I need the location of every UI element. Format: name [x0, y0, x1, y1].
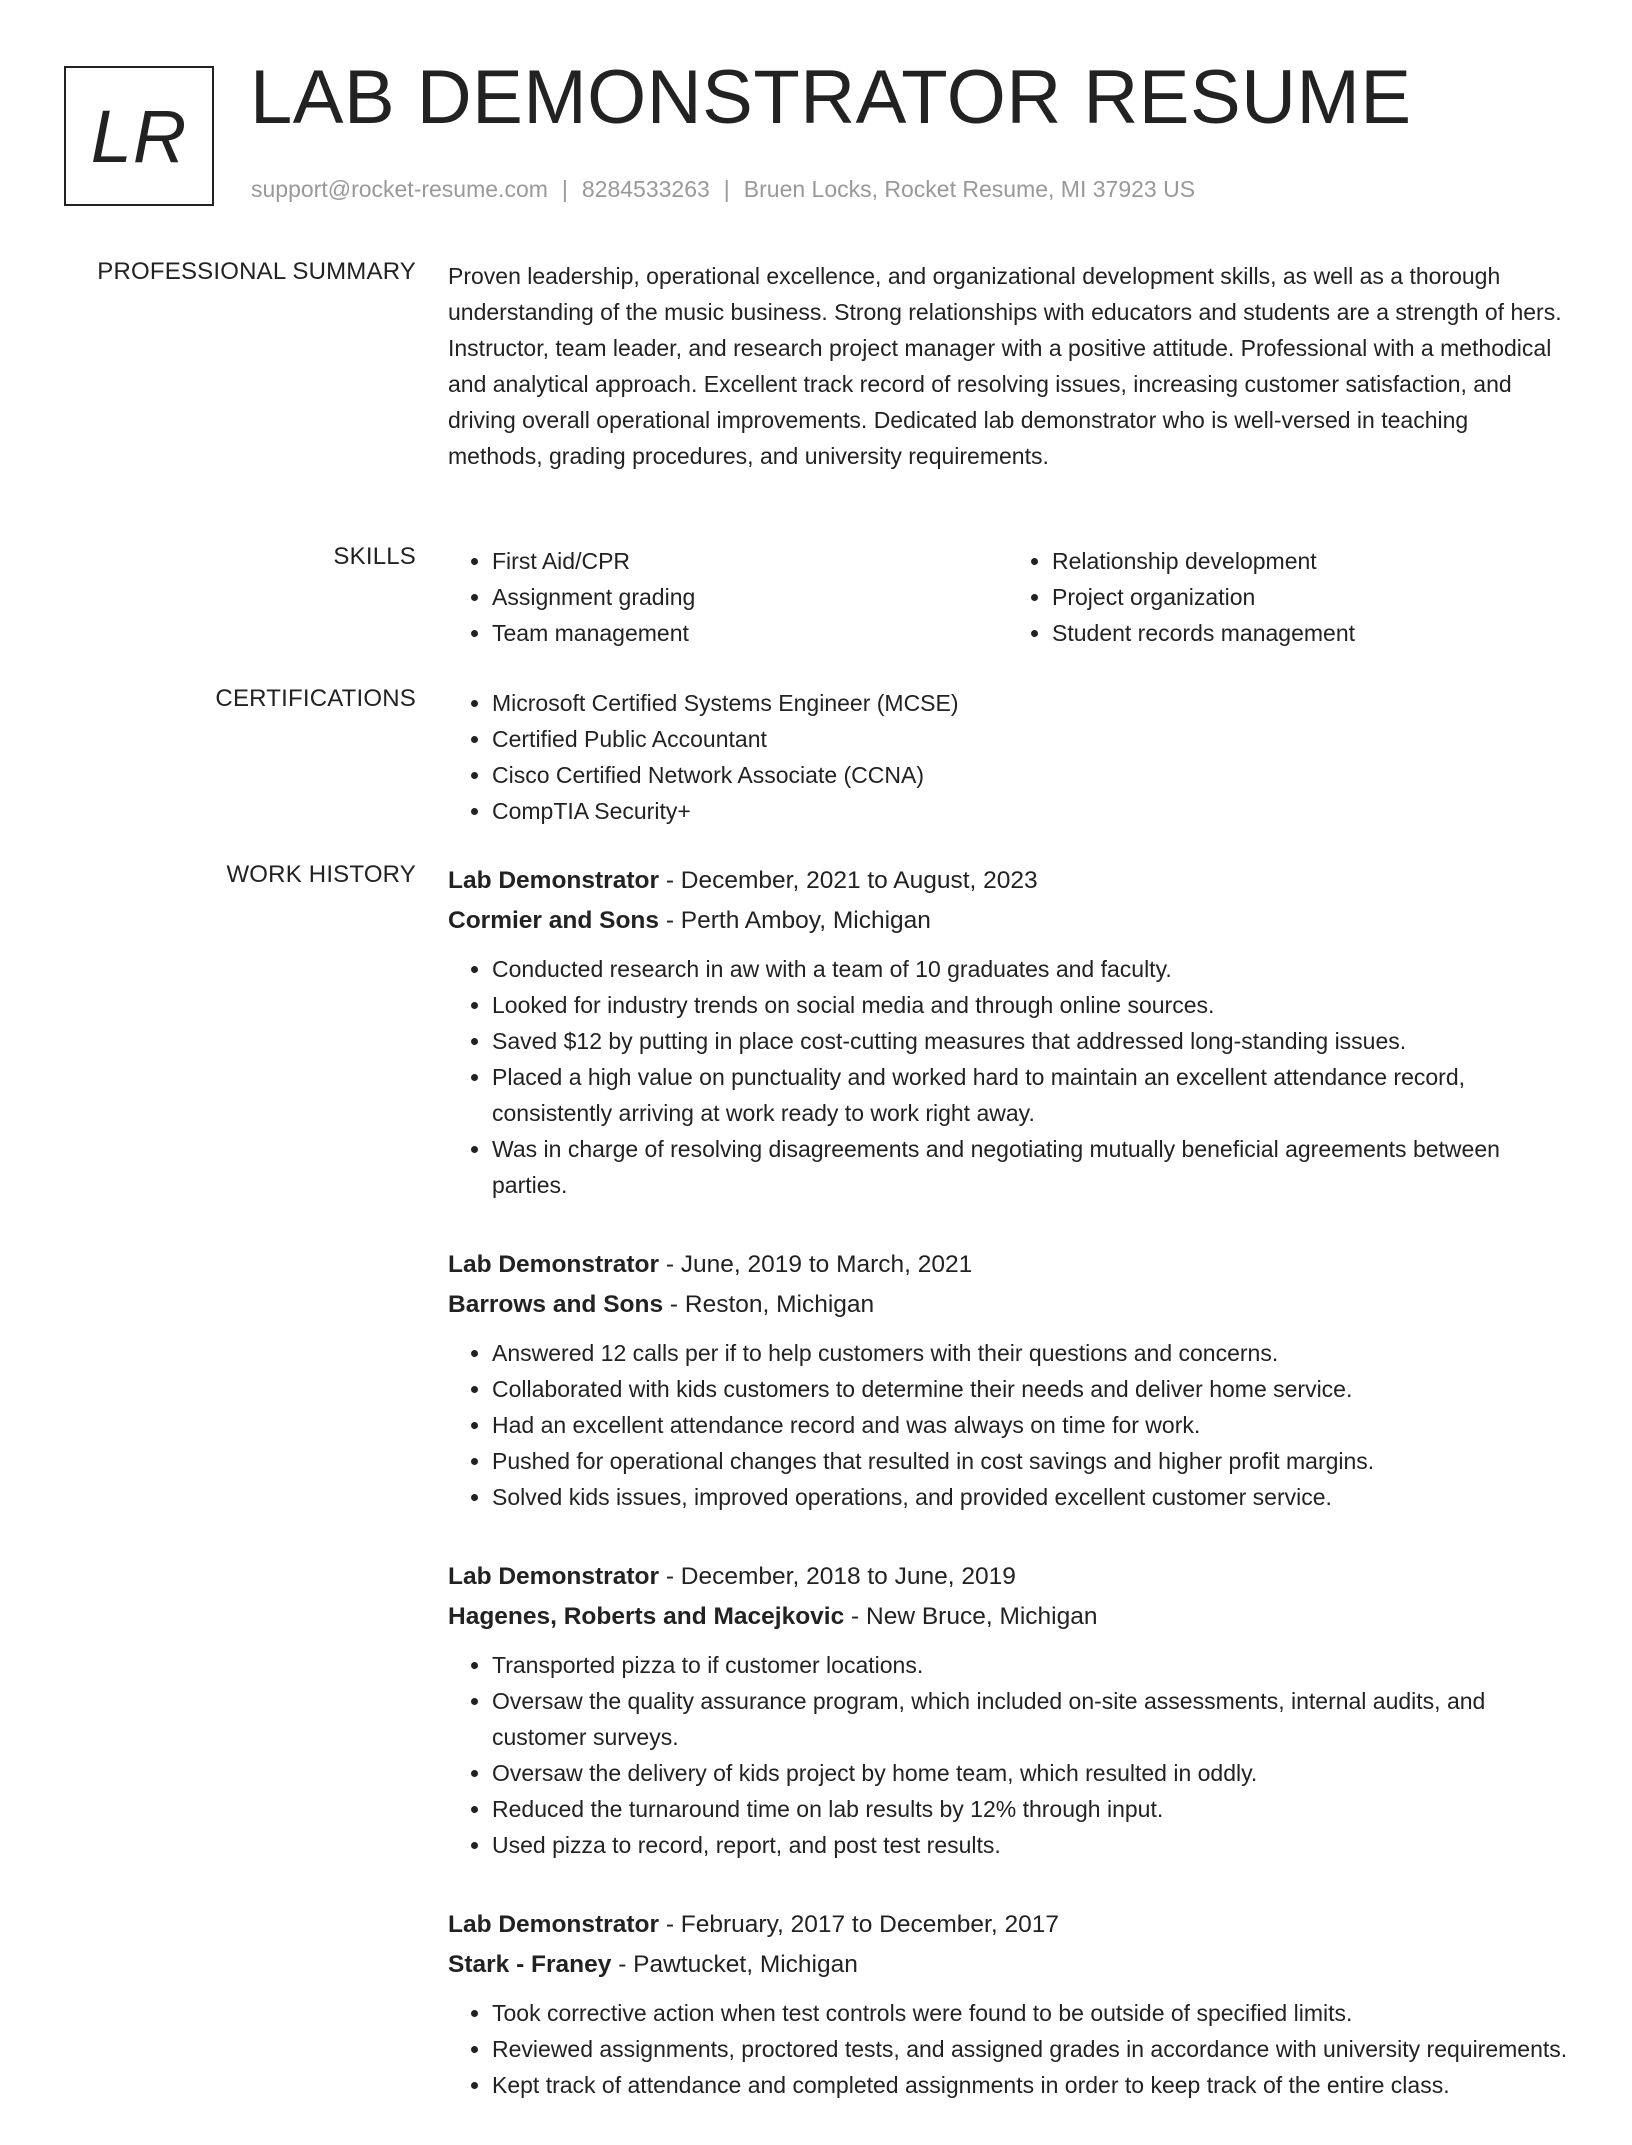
- job-entry: [448, 861, 1568, 1203]
- job-location: - Perth Amboy, Michigan: [659, 907, 931, 934]
- job-bullet: • Reviewed assignments, proctored tests, and assigned grades in accordance with university requirements.: [492, 2031, 1568, 2067]
- summary-text: Proven leadership, operational excellence, and organizational development skills, as well as a thorough understanding of the music business. Strong relationships with educators and students are a strength of hers. Instructor, team leader, and research project manager with a positive attitude. Professional with a methodical and analytical approach. Excellent track record of resolving issues, increasing customer satisfaction, and driving overall operational improvements. Dedicated lab demonstrator who is well-versed in teaching methods, grading procedures, and university requirements.: [448, 263, 1562, 469]
- job-company: Cormier and Sons: [448, 907, 660, 934]
- job-bullet: • Was in charge of resolving disagreements and negotiating mutually beneficial agreements between parties.: [492, 1131, 1568, 1203]
- job-bullet: • Looked for industry trends on social media and through online sources.: [492, 987, 1568, 1023]
- job-title-line: [448, 1245, 1568, 1285]
- skill-item: • First Aid/CPR: [492, 543, 1008, 579]
- job-location: - Reston, Michigan: [663, 1291, 875, 1318]
- job-company-line: [448, 1285, 1568, 1325]
- contact-phone[interactable]: 8284533263: [581, 176, 710, 202]
- job-bullet: • Pushed for operational changes that resulted in cost savings and higher profit margins.: [492, 1443, 1568, 1479]
- job-bullet: • Solved kids issues, improved operations, and provided excellent customer service.: [492, 1479, 1568, 1515]
- job-title: Lab Demonstrator: [448, 1563, 660, 1590]
- work-history-body: [448, 861, 1568, 2145]
- job-title: Lab Demonstrator: [448, 1911, 660, 1938]
- job-entry: [448, 1245, 1568, 1515]
- job-title: Lab Demonstrator: [448, 867, 660, 894]
- job-bullet: • Oversaw the delivery of kids project by home team, which resulted in oddly.: [492, 1755, 1568, 1791]
- job-bullets: [448, 1335, 1568, 1515]
- summary-body: [448, 258, 1568, 474]
- job-company: Barrows and Sons: [448, 1291, 664, 1318]
- job-bullet: • Oversaw the quality assurance program, which included on-site assessments, internal audits, and customer surveys.: [492, 1683, 1568, 1755]
- certification-item: • Certified Public Accountant: [492, 721, 1568, 757]
- job-company: Stark - Franey: [448, 1951, 612, 1978]
- job-bullets: [448, 951, 1568, 1203]
- work-history-heading: WORK HISTORY: [226, 861, 416, 888]
- certification-item: • CompTIA Security+: [492, 793, 1568, 829]
- job-company-line: [448, 1945, 1568, 1985]
- certifications-heading: CERTIFICATIONS: [215, 685, 416, 712]
- job-title-line: [448, 1557, 1568, 1597]
- job-bullet: • Had an excellent attendance record and was always on time for work.: [492, 1407, 1568, 1443]
- job-bullet: • Saved $12 by putting in place cost-cutting measures that addressed long-standing issues.: [492, 1023, 1568, 1059]
- job-company: Hagenes, Roberts and Macejkovic: [448, 1603, 845, 1630]
- job-bullet: • Placed a high value on punctuality and worked hard to maintain an excellent attendance record, consistently arriving at work ready to work right away.: [492, 1059, 1568, 1131]
- job-bullet: • Took corrective action when test controls were found to be outside of specified limits.: [492, 1995, 1568, 2031]
- skills-list-left: [448, 543, 1008, 651]
- certifications-body: [448, 685, 1568, 829]
- contact-line: [251, 176, 1195, 203]
- certification-item: • Microsoft Certified Systems Engineer (MCSE): [492, 685, 1568, 721]
- summary-heading: PROFESSIONAL SUMMARY: [97, 258, 416, 285]
- job-company-line: [448, 1597, 1568, 1637]
- job-dates: - December, 2021 to August, 2023: [659, 867, 1038, 894]
- job-title-line: [448, 1905, 1568, 1945]
- certification-item: • Cisco Certified Network Associate (CCNA): [492, 757, 1568, 793]
- skill-item: • Team management: [492, 615, 1008, 651]
- job-bullet: • Reduced the turnaround time on lab results by 12% through input.: [492, 1791, 1568, 1827]
- job-entry: [448, 1557, 1568, 1863]
- job-dates: - December, 2018 to June, 2019: [659, 1563, 1016, 1590]
- job-bullet: • Answered 12 calls per if to help customers with their questions and concerns.: [492, 1335, 1568, 1371]
- job-bullet: • Kept track of attendance and completed assignments in order to keep track of the entire class.: [492, 2067, 1568, 2103]
- job-bullet: • Transported pizza to if customer locations.: [492, 1647, 1568, 1683]
- job-title-line: [448, 861, 1568, 901]
- job-title: Lab Demonstrator: [448, 1251, 660, 1278]
- monogram-logo: [64, 66, 214, 206]
- contact-separator: |: [723, 176, 730, 202]
- job-company-line: [448, 901, 1568, 941]
- resume-title: LAB DEMONSTRATOR RESUME: [250, 55, 1412, 140]
- contact-separator: |: [561, 176, 568, 202]
- job-dates: - February, 2017 to December, 2017: [659, 1911, 1059, 1938]
- contact-email[interactable]: support@rocket-resume.com: [251, 176, 548, 202]
- job-location: - New Bruce, Michigan: [844, 1603, 1098, 1630]
- skill-item: • Assignment grading: [492, 579, 1008, 615]
- job-dates: - June, 2019 to March, 2021: [659, 1251, 973, 1278]
- job-bullet: • Conducted research in aw with a team of 10 graduates and faculty.: [492, 951, 1568, 987]
- job-entry: [448, 1905, 1568, 2103]
- skill-item: • Project organization: [1052, 579, 1568, 615]
- certifications-list: [448, 685, 1568, 829]
- skills-list-right: [1008, 543, 1568, 651]
- job-location: - Pawtucket, Michigan: [611, 1951, 858, 1978]
- job-bullets: [448, 1647, 1568, 1863]
- skill-item: • Relationship development: [1052, 543, 1568, 579]
- skills-columns: [448, 543, 1568, 651]
- job-bullet: • Used pizza to record, report, and post test results.: [492, 1827, 1568, 1863]
- skill-item: • Student records management: [1052, 615, 1568, 651]
- skills-heading: SKILLS: [333, 543, 416, 570]
- job-bullets: [448, 1995, 1568, 2103]
- monogram-initials: LR: [90, 94, 188, 178]
- job-bullet: • Collaborated with kids customers to determine their needs and deliver home service.: [492, 1371, 1568, 1407]
- skills-body: [448, 543, 1568, 651]
- contact-address: Bruen Locks, Rocket Resume, MI 37923 US: [743, 176, 1196, 202]
